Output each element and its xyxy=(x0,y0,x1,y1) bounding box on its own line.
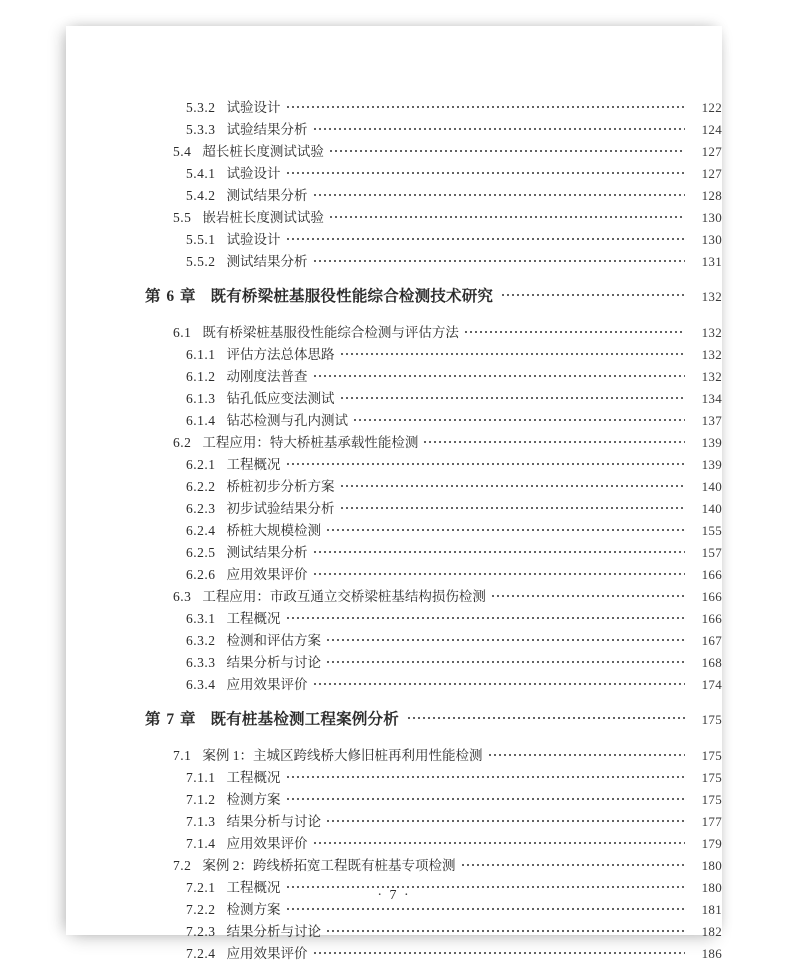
dot-leader xyxy=(341,390,686,404)
toc-entry-title: 动刚度法普查 xyxy=(226,369,308,384)
toc-entry-number: 6.1.3 xyxy=(186,391,216,406)
toc-entry-row[interactable] xyxy=(66,431,722,453)
toc-entry-page-number: 132 xyxy=(701,369,722,384)
book-page xyxy=(66,26,722,961)
dot-leader xyxy=(341,346,686,360)
toc-entry-page-number: 175 xyxy=(701,770,722,785)
toc-entry-number: 6.2.4 xyxy=(186,523,216,538)
dot-leader xyxy=(314,253,686,267)
dot-leader xyxy=(314,835,686,849)
toc-entry-title: 桥桩初步分析方案 xyxy=(226,479,335,494)
toc-entry-row[interactable] xyxy=(66,788,722,810)
toc-entry-page-number: 137 xyxy=(701,413,722,428)
toc-entry-title: 工程应用：特大桥桩基承载性能检测 xyxy=(202,435,419,450)
toc-entry-title: 工程概况 xyxy=(226,457,281,472)
toc-entry-page-number: 180 xyxy=(701,880,722,895)
dot-leader xyxy=(287,791,686,805)
toc-entry-page-number: 166 xyxy=(701,589,722,604)
toc-entry-number: 7.1.2 xyxy=(186,792,216,807)
toc-entry-page-number: 122 xyxy=(701,100,722,115)
toc-entry-title: 案例 1：主城区跨线桥大修旧桩再利用性能检测 xyxy=(202,748,483,763)
dot-leader xyxy=(314,676,686,690)
toc-entry-title: 桥桩大规模检测 xyxy=(226,523,321,538)
toc-entry-page-number: 139 xyxy=(701,435,722,450)
toc-entry-page-number: 179 xyxy=(701,836,722,851)
dot-leader xyxy=(327,813,685,827)
dot-leader xyxy=(287,769,686,783)
dot-leader xyxy=(327,632,685,646)
toc-entry-number: 5.5.1 xyxy=(186,232,216,247)
toc-entry-number: 6.1.1 xyxy=(186,347,216,362)
toc-entry-title: 应用效果评价 xyxy=(226,567,308,582)
toc-entry-row[interactable] xyxy=(66,744,722,766)
toc-entry-number: 5.3.2 xyxy=(186,100,216,115)
toc-entry-number: 6.2.3 xyxy=(186,501,216,516)
dot-leader xyxy=(314,544,686,558)
table-of-contents xyxy=(66,26,722,964)
toc-entry-row[interactable] xyxy=(66,585,722,607)
dot-leader xyxy=(327,654,685,668)
toc-entry-page-number: 134 xyxy=(701,391,722,406)
toc-entry-row[interactable] xyxy=(66,409,722,431)
toc-entry-row[interactable] xyxy=(66,541,722,563)
toc-entry-row[interactable] xyxy=(66,854,722,876)
toc-entry-row[interactable] xyxy=(66,673,722,695)
toc-entry-row[interactable] xyxy=(66,96,722,118)
toc-entry-row[interactable] xyxy=(66,228,722,250)
toc-entry-title: 测试结果分析 xyxy=(226,545,308,560)
toc-entry-page-number: 140 xyxy=(701,479,722,494)
toc-chapter-row[interactable] xyxy=(66,284,722,314)
toc-entry-row[interactable] xyxy=(66,563,722,585)
toc-entry-page-number: 186 xyxy=(701,946,722,961)
toc-entry-title: 工程概况 xyxy=(226,611,281,626)
dot-leader xyxy=(354,412,685,426)
toc-entry-title: 结果分析与讨论 xyxy=(226,655,321,670)
toc-entry-row[interactable] xyxy=(66,651,722,673)
toc-entry-row[interactable] xyxy=(66,118,722,140)
toc-entry-row[interactable] xyxy=(66,942,722,964)
toc-entry-title: 工程概况 xyxy=(226,880,281,895)
dot-leader xyxy=(489,747,686,761)
toc-entry-number: 7.2 xyxy=(173,858,192,873)
toc-entry-number: 6.2.6 xyxy=(186,567,216,582)
dot-leader xyxy=(287,165,686,179)
toc-entry-page-number: 166 xyxy=(701,567,722,582)
toc-entry-number: 5.5 xyxy=(173,210,192,225)
toc-entry-page-number: 132 xyxy=(701,347,722,362)
toc-entry-title: 案例 2：跨线桥拓宽工程既有桩基专项检测 xyxy=(202,858,456,873)
toc-entry-title: 测试结果分析 xyxy=(226,254,308,269)
dot-leader xyxy=(341,478,686,492)
toc-entry-title: 检测方案 xyxy=(226,792,281,807)
toc-entry-number: 7.2.2 xyxy=(186,902,216,917)
toc-entry-row[interactable] xyxy=(66,475,722,497)
toc-entry-title: 试验结果分析 xyxy=(226,122,308,137)
toc-entry-title: 钻孔低应变法测试 xyxy=(226,391,335,406)
toc-entry-page-number: 174 xyxy=(701,677,722,692)
toc-entry-row[interactable] xyxy=(66,920,722,942)
toc-entry-number: 7.1 xyxy=(173,748,192,763)
toc-entry-page-number: 175 xyxy=(701,748,722,763)
toc-entry-row[interactable] xyxy=(66,453,722,475)
toc-entry-title: 试验设计 xyxy=(226,166,281,181)
toc-entry-number: 7.2.1 xyxy=(186,880,216,895)
toc-entry-title: 工程概况 xyxy=(226,770,281,785)
toc-entry-number: 5.3.3 xyxy=(186,122,216,137)
toc-entry-title: 既有桩基检测工程案例分析 xyxy=(210,711,399,728)
toc-entry-page-number: 168 xyxy=(701,655,722,670)
toc-entry-row[interactable] xyxy=(66,140,722,162)
toc-entry-number: 6.2.1 xyxy=(186,457,216,472)
toc-entry-page-number: 157 xyxy=(701,545,722,560)
toc-entry-number: 6.2 xyxy=(173,435,192,450)
dot-leader xyxy=(408,709,685,725)
toc-entry-page-number: 132 xyxy=(701,325,722,340)
dot-leader xyxy=(314,121,686,135)
dot-leader xyxy=(287,610,686,624)
toc-entry-title: 结果分析与讨论 xyxy=(226,814,321,829)
dot-leader xyxy=(492,588,685,602)
toc-entry-title: 既有桥梁桩基服役性能综合检测与评估方法 xyxy=(202,325,459,340)
toc-entry-title: 应用效果评价 xyxy=(226,836,308,851)
toc-entry-number: 5.4 xyxy=(173,144,192,159)
toc-entry-number: 7.2.3 xyxy=(186,924,216,939)
toc-entry-page-number: 166 xyxy=(701,611,722,626)
toc-entry-number: 7.1.1 xyxy=(186,770,216,785)
toc-entry-page-number: 181 xyxy=(701,902,722,917)
dot-leader xyxy=(330,143,685,157)
toc-entry-number: 6.1.2 xyxy=(186,369,216,384)
toc-entry-row[interactable] xyxy=(66,607,722,629)
toc-entry-page-number: 127 xyxy=(701,166,722,181)
toc-entry-number: 5.4.1 xyxy=(186,166,216,181)
toc-entry-page-number: 128 xyxy=(701,188,722,203)
toc-entry-number: 6.1 xyxy=(173,325,192,340)
toc-chapter-row[interactable] xyxy=(66,707,722,737)
toc-entry-title: 超长桩长度测试试验 xyxy=(202,144,324,159)
toc-entry-title: 检测和评估方案 xyxy=(226,633,321,648)
dot-leader xyxy=(462,857,686,871)
toc-entry-row[interactable] xyxy=(66,321,722,343)
toc-entry-number: 6.3.1 xyxy=(186,611,216,626)
toc-entry-row[interactable] xyxy=(66,184,722,206)
toc-entry-number: 5.4.2 xyxy=(186,188,216,203)
toc-entry-number: 6.2.2 xyxy=(186,479,216,494)
toc-entry-row[interactable] xyxy=(66,497,722,519)
toc-entry-row[interactable] xyxy=(66,766,722,788)
toc-entry-page-number: 175 xyxy=(701,712,722,727)
dot-leader xyxy=(502,286,685,302)
dot-leader xyxy=(341,500,686,514)
dot-leader xyxy=(314,945,686,959)
toc-entry-number: 6.1.4 xyxy=(186,413,216,428)
toc-entry-number: 7.1.4 xyxy=(186,836,216,851)
toc-entry-number: 7.2.4 xyxy=(186,946,216,961)
toc-entry-number: 第 7 章 xyxy=(145,711,197,728)
toc-entry-title: 检测方案 xyxy=(226,902,281,917)
toc-entry-page-number: 177 xyxy=(701,814,722,829)
toc-entry-row[interactable] xyxy=(66,206,722,228)
dot-leader xyxy=(327,923,685,937)
dot-leader xyxy=(465,324,685,338)
toc-entry-page-number: 131 xyxy=(701,254,722,269)
dot-leader xyxy=(287,99,686,113)
toc-entry-number: 6.3.3 xyxy=(186,655,216,670)
toc-entry-number: 第 6 章 xyxy=(145,288,197,305)
toc-entry-row[interactable] xyxy=(66,162,722,184)
dot-leader xyxy=(287,231,686,245)
toc-entry-row[interactable] xyxy=(66,810,722,832)
toc-entry-page-number: 139 xyxy=(701,457,722,472)
dot-leader xyxy=(314,566,686,580)
toc-entry-page-number: 167 xyxy=(701,633,722,648)
dot-leader xyxy=(314,187,686,201)
toc-entry-row[interactable] xyxy=(66,832,722,854)
toc-entry-title: 测试结果分析 xyxy=(226,188,308,203)
dot-leader xyxy=(314,368,686,382)
dot-leader xyxy=(424,434,685,448)
toc-entry-title: 初步试验结果分析 xyxy=(226,501,335,516)
toc-entry-number: 6.2.5 xyxy=(186,545,216,560)
dot-leader xyxy=(287,456,686,470)
toc-entry-row[interactable] xyxy=(66,519,722,541)
toc-entry-number: 7.1.3 xyxy=(186,814,216,829)
toc-entry-title: 应用效果评价 xyxy=(226,946,308,961)
toc-entry-row[interactable] xyxy=(66,250,722,272)
toc-entry-page-number: 132 xyxy=(701,289,722,304)
page-folio: · 7 · xyxy=(377,888,411,903)
toc-entry-page-number: 182 xyxy=(701,924,722,939)
toc-entry-page-number: 130 xyxy=(701,232,722,247)
toc-entry-title: 试验设计 xyxy=(226,232,281,247)
toc-entry-title: 试验设计 xyxy=(226,100,281,115)
toc-entry-row[interactable] xyxy=(66,387,722,409)
toc-entry-title: 结果分析与讨论 xyxy=(226,924,321,939)
toc-entry-number: 6.3 xyxy=(173,589,192,604)
toc-entry-page-number: 130 xyxy=(701,210,722,225)
toc-entry-page-number: 180 xyxy=(701,858,722,873)
toc-entry-page-number: 124 xyxy=(701,122,722,137)
dot-leader xyxy=(330,209,685,223)
dot-leader xyxy=(327,522,685,536)
toc-entry-title: 工程应用：市政互通立交桥梁桩基结构损伤检测 xyxy=(202,589,486,604)
toc-entry-number: 6.3.2 xyxy=(186,633,216,648)
toc-entry-row[interactable] xyxy=(66,343,722,365)
toc-entry-row[interactable] xyxy=(66,365,722,387)
toc-entry-title: 应用效果评价 xyxy=(226,677,308,692)
toc-entry-number: 6.3.4 xyxy=(186,677,216,692)
toc-entry-title: 嵌岩桩长度测试试验 xyxy=(202,210,324,225)
toc-entry-page-number: 140 xyxy=(701,501,722,516)
toc-entry-title: 评估方法总体思路 xyxy=(226,347,335,362)
toc-entry-page-number: 175 xyxy=(701,792,722,807)
toc-entry-page-number: 155 xyxy=(701,523,722,538)
toc-entry-page-number: 127 xyxy=(701,144,722,159)
toc-entry-title: 既有桥梁桩基服役性能综合检测技术研究 xyxy=(210,288,494,305)
toc-entry-title: 钻芯检测与孔内测试 xyxy=(226,413,348,428)
toc-entry-number: 5.5.2 xyxy=(186,254,216,269)
toc-entry-row[interactable] xyxy=(66,629,722,651)
